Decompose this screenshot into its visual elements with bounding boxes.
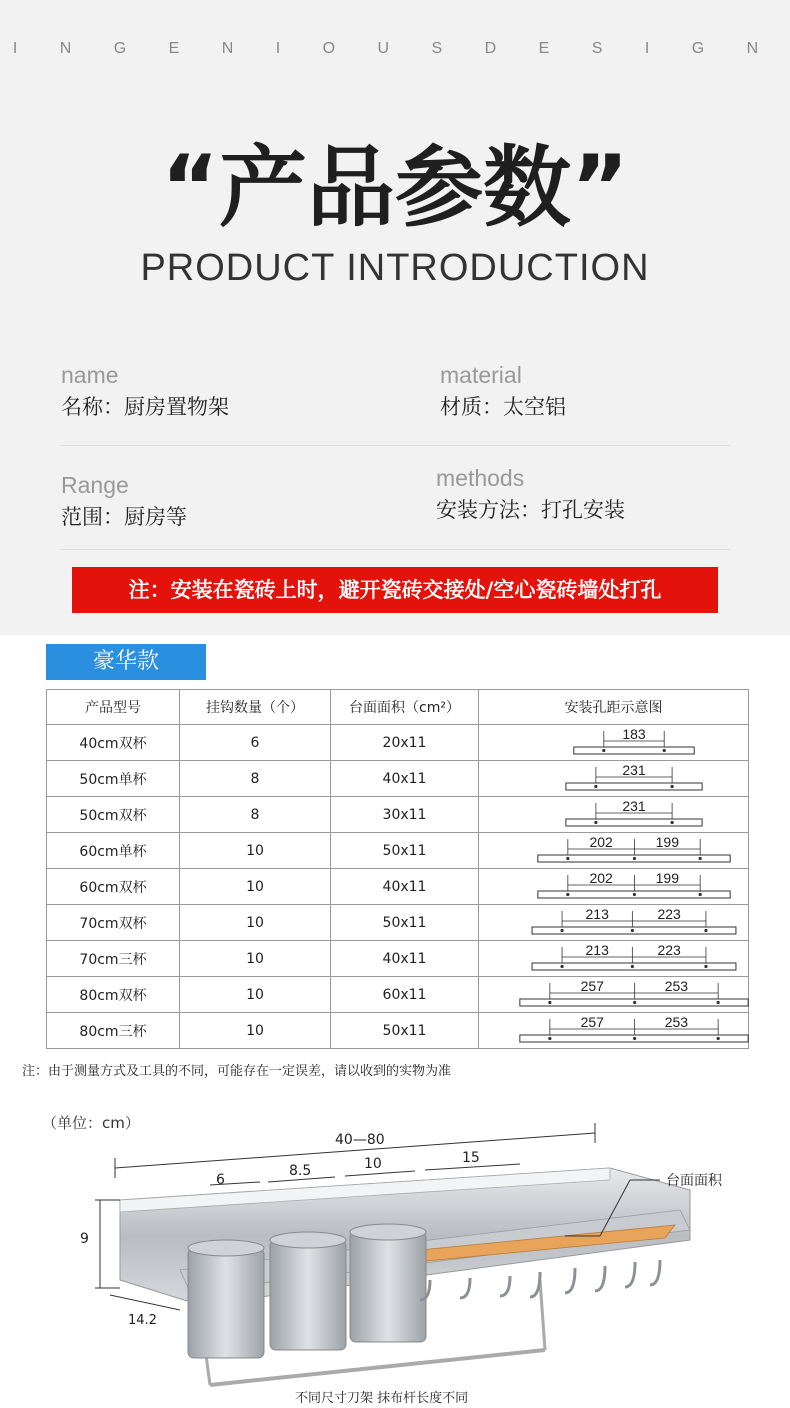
mount-hole <box>566 893 569 896</box>
table-row <box>47 977 749 1013</box>
spacing-value: 213 <box>585 906 609 922</box>
hole-spacing-diagram <box>479 761 749 796</box>
spec-methods <box>436 465 625 524</box>
rail-bar <box>574 747 694 754</box>
mount-hole <box>699 857 702 860</box>
spec-range-cn: 范围：厨房等 <box>61 505 187 529</box>
spec-range-en: Range <box>61 472 129 498</box>
table-row <box>47 869 749 905</box>
mount-hole <box>717 1001 720 1004</box>
header-hooks: 挂钩数量（个） <box>180 690 331 725</box>
divider <box>60 549 730 550</box>
tagline: I N G E N I O U S D E S I G N <box>12 40 778 57</box>
header-model: 产品型号 <box>47 690 180 725</box>
model-badge: 豪华款 <box>46 644 206 680</box>
cups <box>188 1224 426 1358</box>
cell-diagram <box>479 833 749 869</box>
dim-seg1: 6 <box>216 1172 225 1188</box>
mount-hole <box>594 821 597 824</box>
cell-model: 80cm三杯 <box>47 1013 180 1049</box>
spec-material-cn: 材质：太空铝 <box>440 395 566 419</box>
spacing-value: 257 <box>580 1014 604 1030</box>
cell-area: 20x11 <box>331 725 479 761</box>
cell-model: 60cm单杯 <box>47 833 180 869</box>
dim-seg2: 8.5 <box>289 1163 312 1179</box>
mount-hole <box>704 929 707 932</box>
cell-model: 70cm三杯 <box>47 941 180 977</box>
cell-area: 50x11 <box>331 833 479 869</box>
spec-table <box>46 689 749 1049</box>
spacing-value: 223 <box>657 942 681 958</box>
cell-hooks: 10 <box>180 869 331 905</box>
cell-area: 30x11 <box>331 797 479 833</box>
mount-hole <box>671 821 674 824</box>
dim-seg3: 10 <box>364 1156 382 1172</box>
spec-methods-en: methods <box>436 465 525 491</box>
spacing-value: 231 <box>622 798 646 814</box>
table-row <box>47 833 749 869</box>
cell-model: 60cm双杯 <box>47 869 180 905</box>
mount-hole <box>560 965 563 968</box>
mount-hole <box>560 929 563 932</box>
mount-hole <box>633 1001 636 1004</box>
rail-bar <box>566 783 702 790</box>
hole-spacing-diagram <box>479 869 749 904</box>
cell-diagram <box>479 1013 749 1049</box>
mount-hole <box>566 857 569 860</box>
cell-hooks: 10 <box>180 977 331 1013</box>
cell-diagram <box>479 977 749 1013</box>
cell-area: 40x11 <box>331 761 479 797</box>
cell-area: 50x11 <box>331 905 479 941</box>
page-subtitle: PRODUCT INTRODUCTION <box>140 247 650 289</box>
cell-diagram <box>479 725 749 761</box>
cell-hooks: 8 <box>180 761 331 797</box>
cell-hooks: 10 <box>180 905 331 941</box>
hole-spacing-diagram <box>479 833 749 868</box>
mount-hole <box>633 1037 636 1040</box>
hole-spacing-diagram <box>479 977 749 1012</box>
cell-area: 40x11 <box>331 869 479 905</box>
rail-bar <box>566 819 702 826</box>
hole-spacing-diagram <box>479 905 749 940</box>
cell-diagram <box>479 941 749 977</box>
hole-spacing-diagram <box>479 725 749 760</box>
spacing-value: 253 <box>664 1014 689 1030</box>
dim-seg4: 15 <box>462 1150 480 1166</box>
dim-height: 9 <box>80 1231 89 1247</box>
dim-total: 40—80 <box>335 1132 385 1148</box>
mount-hole <box>633 857 636 860</box>
header-area: 台面面积（cm²） <box>331 690 479 725</box>
cell-area: 40x11 <box>331 941 479 977</box>
divider <box>60 445 730 446</box>
hole-spacing-diagram <box>479 797 749 832</box>
header-diagram: 安装孔距示意图 <box>479 690 749 725</box>
cell-area: 50x11 <box>331 1013 479 1049</box>
mount-hole <box>671 785 674 788</box>
cell-hooks: 10 <box>180 833 331 869</box>
cell-diagram <box>479 905 749 941</box>
warning-banner: 注：安装在瓷砖上时，避开瓷砖交接处/空心瓷砖墙处打孔 <box>72 567 718 613</box>
spec-methods-cn: 安装方法：打孔安装 <box>436 498 625 522</box>
measurement-note: 注：由于测量方式及工具的不同，可能存在一定误差，请以收到的实物为准 <box>22 1064 452 1079</box>
spacing-value: 202 <box>589 834 613 850</box>
spacing-value: 183 <box>622 726 646 742</box>
spec-range <box>61 472 187 531</box>
table-row <box>47 941 749 977</box>
spacing-value: 199 <box>655 834 680 850</box>
mount-hole <box>704 965 707 968</box>
table-row <box>47 797 749 833</box>
bottom-label: 不同尺寸刀架 抹布杆长度不同 <box>295 1391 469 1406</box>
spacing-value: 257 <box>580 978 604 994</box>
cell-diagram <box>479 797 749 833</box>
spacing-value: 223 <box>657 906 681 922</box>
cell-model: 50cm单杯 <box>47 761 180 797</box>
spec-name-cn: 名称：厨房置物架 <box>61 395 229 419</box>
spec-name-en: name <box>61 362 119 388</box>
mount-hole <box>663 749 666 752</box>
mount-hole <box>631 929 634 932</box>
table-row <box>47 761 749 797</box>
cell-diagram <box>479 761 749 797</box>
spacing-value: 199 <box>655 870 680 886</box>
cell-model: 80cm双杯 <box>47 977 180 1013</box>
product-diagram <box>0 1100 790 1408</box>
cell-model: 50cm双杯 <box>47 797 180 833</box>
cell-model: 70cm双杯 <box>47 905 180 941</box>
table-row <box>47 1013 749 1049</box>
table-row <box>47 905 749 941</box>
cell-hooks: 10 <box>180 941 331 977</box>
cell-model: 40cm双杯 <box>47 725 180 761</box>
spec-material-en: material <box>440 362 522 388</box>
cell-hooks: 6 <box>180 725 331 761</box>
cell-hooks: 10 <box>180 1013 331 1049</box>
mount-hole <box>548 1037 551 1040</box>
page-title: “产品参数” <box>161 136 629 239</box>
intro-section <box>0 0 790 635</box>
mount-hole <box>699 893 702 896</box>
cell-area: 60x11 <box>331 977 479 1013</box>
spacing-value: 202 <box>589 870 613 886</box>
table-row <box>47 725 749 761</box>
spacing-value: 231 <box>622 762 646 778</box>
spec-name <box>61 362 229 421</box>
cell-hooks: 8 <box>180 797 331 833</box>
shelf-label: 台面面积 <box>666 1173 722 1189</box>
mount-hole <box>594 785 597 788</box>
mount-hole <box>717 1037 720 1040</box>
mount-hole <box>548 1001 551 1004</box>
table-header-row <box>47 690 749 725</box>
spacing-value: 253 <box>664 978 689 994</box>
mount-hole <box>631 965 634 968</box>
spacing-value: 213 <box>585 942 609 958</box>
mount-hole <box>602 749 605 752</box>
dim-depth: 14.2 <box>128 1313 157 1328</box>
spec-material <box>440 362 566 421</box>
mount-hole <box>633 893 636 896</box>
cell-diagram <box>479 869 749 905</box>
hole-spacing-diagram <box>479 941 749 976</box>
unit-label: （单位：cm） <box>42 1114 140 1132</box>
hole-spacing-diagram <box>479 1013 749 1048</box>
